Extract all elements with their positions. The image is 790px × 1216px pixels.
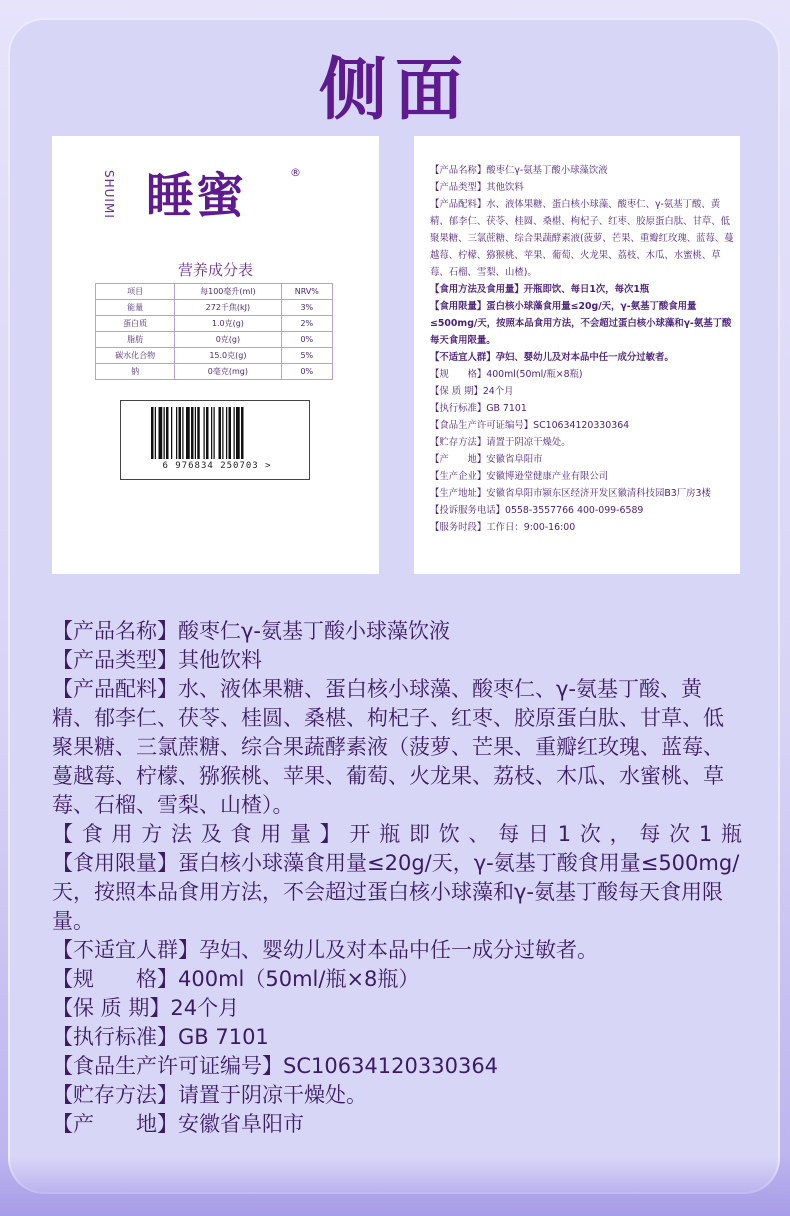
nutrition-table — [95, 283, 333, 380]
info-line: 【产品配料】水、液体果糖、蛋白核小球藻、酸枣仁、γ-氨基丁酸、黄精、郁李仁、茯苓、桂圆、桑椹、枸杞子、红枣、胶原蛋白肽、甘草、低聚果糖、三氯蔗糖、综合果蔬酵素液（菠萝、芒果、重瓣红玫瑰、蓝莓、蔓越莓、柠檬、猕猴桃、苹果、葡萄、火龙果、荔枝、木瓜、水蜜桃、草莓、石榴、雪梨、山楂）。 — [52, 677, 724, 817]
info-line: 【食用方法及食用量】开瓶即饮、每日1次，每次1瓶 — [52, 822, 742, 846]
cell: 272千焦(kJ) — [175, 300, 281, 316]
cell: 能量 — [96, 300, 175, 316]
cell: 0% — [281, 364, 332, 380]
small-line: 【规 格】400ml(50ml/瓶×8瓶) — [430, 369, 583, 380]
small-line: 【贮存方法】请置于阴凉干燥处。 — [430, 437, 571, 448]
info-line: 【食品生产许可证编号】SC10634120330364 — [52, 1054, 499, 1078]
cell: 蛋白质 — [96, 316, 175, 332]
table-row — [96, 348, 333, 364]
header-per-100ml: 每100毫升(ml) — [175, 284, 281, 300]
small-line: 【生产企业】安徽博逊堂健康产业有限公司 — [430, 471, 609, 482]
cell: 0毫克(mg) — [175, 364, 281, 380]
cell: 碳水化合物 — [96, 348, 175, 364]
cell: 脂肪 — [96, 332, 175, 348]
info-line: 【不适宜人群】孕妇、婴幼儿及对本品中任一成分过敏者。 — [52, 938, 598, 962]
info-line: 【产品类型】其他饮料 — [52, 648, 262, 672]
barcode — [120, 400, 310, 480]
logo-pinyin: SHUIMI — [102, 170, 116, 219]
cell: 15.0克(g) — [175, 348, 281, 364]
table-row — [96, 332, 333, 348]
info-line: 【保 质 期】24个月 — [52, 996, 240, 1020]
small-line: 【食品生产许可证编号】SC10634120330364 — [430, 420, 630, 431]
brand-logo — [100, 166, 340, 226]
info-line: 【食用限量】蛋白核小球藻食用量≤20g/天，γ-氨基丁酸食用量≤500mg/天，按照本品食用方法，不会超过蛋白核小球藻和γ-氨基丁酸每天食用限量。 — [52, 851, 740, 933]
cell: 0% — [281, 332, 332, 348]
table-row — [96, 364, 333, 380]
small-line: 【产 地】安徽省阜阳市 — [430, 454, 543, 465]
header-item: 项目 — [96, 284, 175, 300]
barcode-number: 6 976834 250703 > — [162, 461, 272, 471]
table-row — [96, 316, 333, 332]
logo-chinese: 睡蜜 — [146, 168, 247, 224]
info-line: 【产 地】安徽省阜阳市 — [52, 1112, 304, 1136]
cell: 5% — [281, 348, 332, 364]
barcode-bars — [151, 407, 273, 459]
small-line: 【保 质 期】24个月 — [430, 386, 514, 397]
table-row — [96, 300, 333, 316]
nutrition-title: 营养成分表 — [177, 261, 253, 279]
cell: 1.0克(g) — [175, 316, 281, 332]
small-line: 【服务时段】工作日：9:00-16:00 — [430, 522, 576, 533]
table-header-row — [96, 284, 333, 300]
small-line: 【产品配料】水、液体果糖、蛋白核小球藻、酸枣仁、γ-氨基丁酸、黄精、郁李仁、茯苓、桂圆、桑椹、枸杞子、红枣、胶原蛋白肽、甘草、低聚果糖、三氯蔗糖、综合果蔬酵素液(菠萝、芒果、重瓣红玫瑰、蓝莓、蔓越莓、柠檬、猕猴桃、苹果、葡萄、火龙果、荔枝、木瓜、水蜜桃、草莓、石榴、雪梨、山楂)。 — [430, 199, 734, 278]
small-line: 【产品名称】酸枣仁γ-氨基丁酸小球藻饮液 — [430, 165, 608, 176]
info-line: 【规 格】400ml（50ml/瓶×8瓶） — [52, 967, 420, 991]
info-line: 【产品名称】酸枣仁γ-氨基丁酸小球藻饮液 — [52, 619, 451, 643]
page-title: 侧面 — [318, 51, 471, 130]
product-info-text — [52, 617, 742, 1139]
cell: 0克(g) — [175, 332, 281, 348]
small-line: 【食用方法及食用量】开瓶即饮、每日1次，每次1瓶 — [430, 284, 650, 295]
bottom-band — [0, 1156, 790, 1216]
cell: 2% — [281, 316, 332, 332]
info-line: 【执行标准】GB 7101 — [52, 1025, 269, 1049]
small-line: 【不适宜人群】孕妇、婴幼儿及对本品中任一成分过敏者。 — [430, 352, 674, 363]
info-line: 【贮存方法】请置于阴凉干燥处。 — [52, 1083, 367, 1107]
cell: 3% — [281, 300, 332, 316]
small-line: 【生产地址】安徽省阜阳市颍东区经济开发区徽清科技园B3厂房3楼 — [430, 488, 711, 499]
small-line: 【投诉服务电话】0558-3557766 400-099-6589 — [430, 505, 644, 516]
registered-mark: ® — [290, 166, 301, 179]
side-label-text — [430, 162, 734, 536]
small-line: 【执行标准】GB 7101 — [430, 403, 527, 414]
cell: 钠 — [96, 364, 175, 380]
small-line: 【食用限量】蛋白核小球藻食用量≤20g/天，γ-氨基丁酸食用量≤500mg/天，按照本品食用方法，不会超过蛋白核小球藻和γ-氨基丁酸每天食用限量。 — [430, 301, 732, 346]
small-line: 【产品类型】其他饮料 — [430, 182, 524, 193]
header-nrv: NRV% — [281, 284, 332, 300]
